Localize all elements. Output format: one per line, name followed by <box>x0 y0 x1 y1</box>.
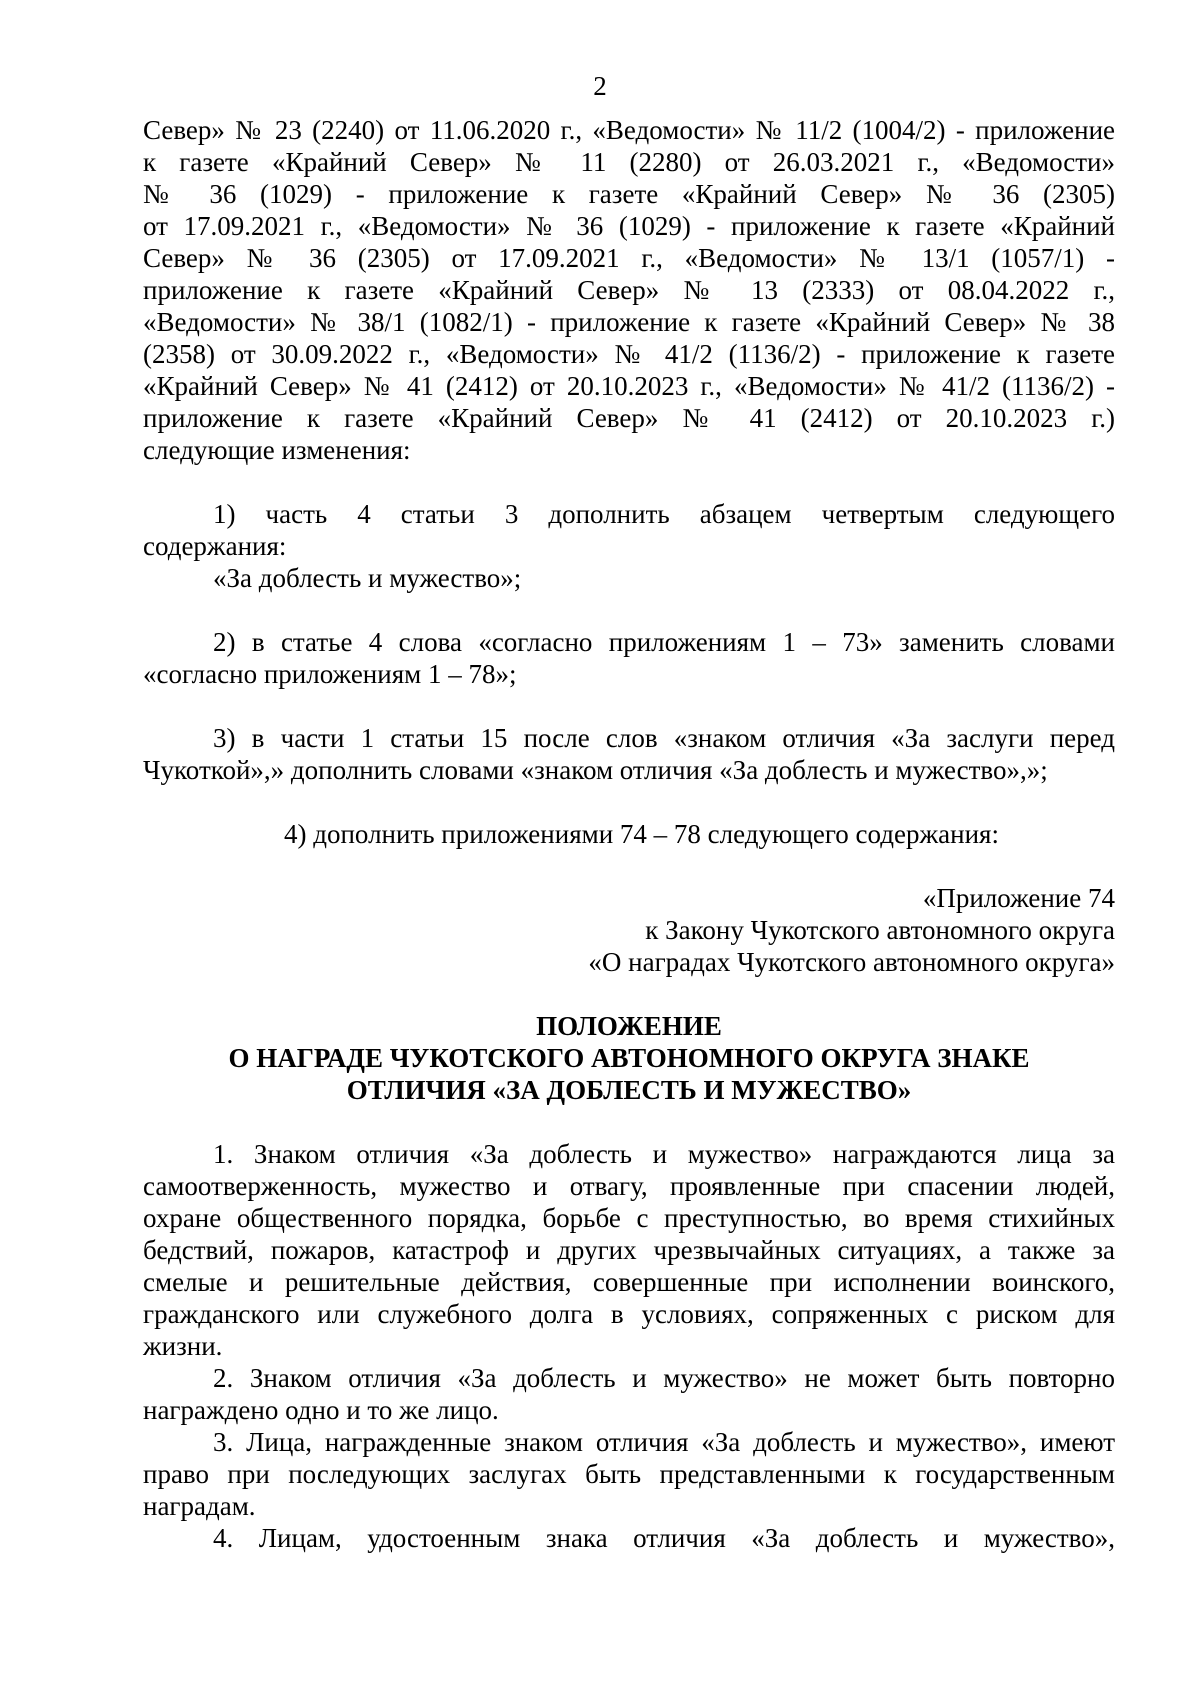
appendix-line: «О наградах Чукотского автономного округа» <box>588 947 1115 977</box>
section-1 <box>143 1138 1115 1362</box>
document-title <box>143 1010 1115 1106</box>
intro-line: (2358) от 30.09.2022 г., «Ведомости» № 41/2 (1136/2) - приложение к газете <box>143 339 1115 369</box>
amendment-item-4 <box>143 818 1115 850</box>
section-line: награждено одно и то же лицо. <box>143 1395 499 1425</box>
item-line: Чукоткой»,» дополнить словами «знаком отличия «За доблесть и мужество»,»; <box>143 755 1048 785</box>
section-2 <box>143 1362 1115 1426</box>
intro-line: от 17.09.2021 г., «Ведомости» № 36 (1029) - приложение к газете «Крайний <box>143 211 1115 241</box>
section-line: 3. Лица, награжденные знаком отличия «За доблесть и мужество», имеют <box>213 1427 1115 1457</box>
section-line: 4. Лицам, удостоенным знака отличия «За доблесть и мужество», <box>213 1523 1115 1553</box>
appendix-line: «Приложение 74 <box>922 883 1115 913</box>
amendment-item-2 <box>143 626 1115 690</box>
section-line: гражданского или служебного долга в условиях, сопряженных с риском для <box>143 1299 1115 1329</box>
intro-paragraph <box>143 114 1115 466</box>
amendment-item-1 <box>143 498 1115 594</box>
section-line: 2. Знаком отличия «За доблесть и мужество» не может быть повторно <box>213 1363 1115 1393</box>
item-line: 2) в статье 4 слова «согласно приложениям 1 – 73» заменить словами <box>213 627 1115 657</box>
intro-line: Север» № 36 (2305) от 17.09.2021 г., «Ведомости» № 13/1 (1057/1) - <box>143 243 1115 273</box>
section-line: смелые и решительные действия, совершенные при исполнении воинского, <box>143 1267 1115 1297</box>
section-line: 1. Знаком отличия «За доблесть и мужество» награждаются лица за <box>213 1139 1115 1169</box>
document-body <box>143 114 1115 1554</box>
item-line: 4) дополнить приложениями 74 – 78 следующего содержания: <box>284 819 999 849</box>
item-line: 1) часть 4 статьи 3 дополнить абзацем четвертым следующего <box>213 499 1115 529</box>
title-line: ОТЛИЧИЯ «ЗА ДОБЛЕСТЬ И МУЖЕСТВО» <box>346 1075 912 1105</box>
intro-line: к газете «Крайний Север» № 11 (2280) от 26.03.2021 г., «Ведомости» <box>143 147 1115 177</box>
section-4 <box>143 1522 1115 1554</box>
intro-line: № 36 (1029) - приложение к газете «Крайний Север» № 36 (2305) <box>143 179 1115 209</box>
item-line: содержания: <box>143 531 287 561</box>
intro-line: Север» № 23 (2240) от 11.06.2020 г., «Ведомости» № 11/2 (1004/2) - приложение <box>143 115 1115 145</box>
item-line: «согласно приложениям 1 – 78»; <box>143 659 517 689</box>
page-number: 2 <box>593 71 607 101</box>
appendix-header <box>143 882 1115 978</box>
title-line: ПОЛОЖЕНИЕ <box>536 1011 722 1041</box>
section-3 <box>143 1426 1115 1522</box>
section-line: самоотверженность, мужество и отвагу, проявленные при спасении людей, <box>143 1171 1115 1201</box>
intro-line: следующие изменения: <box>143 435 411 465</box>
section-line: право при последующих заслугах быть представленными к государственным <box>143 1459 1115 1489</box>
item-line: 3) в части 1 статьи 15 после слов «знаком отличия «За заслуги перед <box>213 723 1115 753</box>
appendix-line: к Закону Чукотского автономного округа <box>645 915 1115 945</box>
section-line: охране общественного порядка, борьбе с преступностью, во время стихийных <box>143 1203 1115 1233</box>
intro-line: приложение к газете «Крайний Север» № 41 (2412) от 20.10.2023 г.) <box>143 403 1115 433</box>
section-line: жизни. <box>143 1331 223 1361</box>
section-line: бедствий, пожаров, катастроф и других чрезвычайных ситуациях, а также за <box>143 1235 1115 1265</box>
intro-line: приложение к газете «Крайний Север» № 13 (2333) от 08.04.2022 г., <box>143 275 1115 305</box>
amendment-item-3 <box>143 722 1115 786</box>
intro-line: «Ведомости» № 38/1 (1082/1) - приложение к газете «Крайний Север» № 38 <box>143 307 1115 337</box>
title-line: О НАГРАДЕ ЧУКОТСКОГО АВТОНОМНОГО ОКРУГА ЗНАКЕ <box>228 1043 1030 1073</box>
item-line: «За доблесть и мужество»; <box>213 563 522 593</box>
intro-line: «Крайний Север» № 41 (2412) от 20.10.2023 г., «Ведомости» № 41/2 (1136/2) - <box>143 371 1115 401</box>
section-line: наградам. <box>143 1491 256 1521</box>
